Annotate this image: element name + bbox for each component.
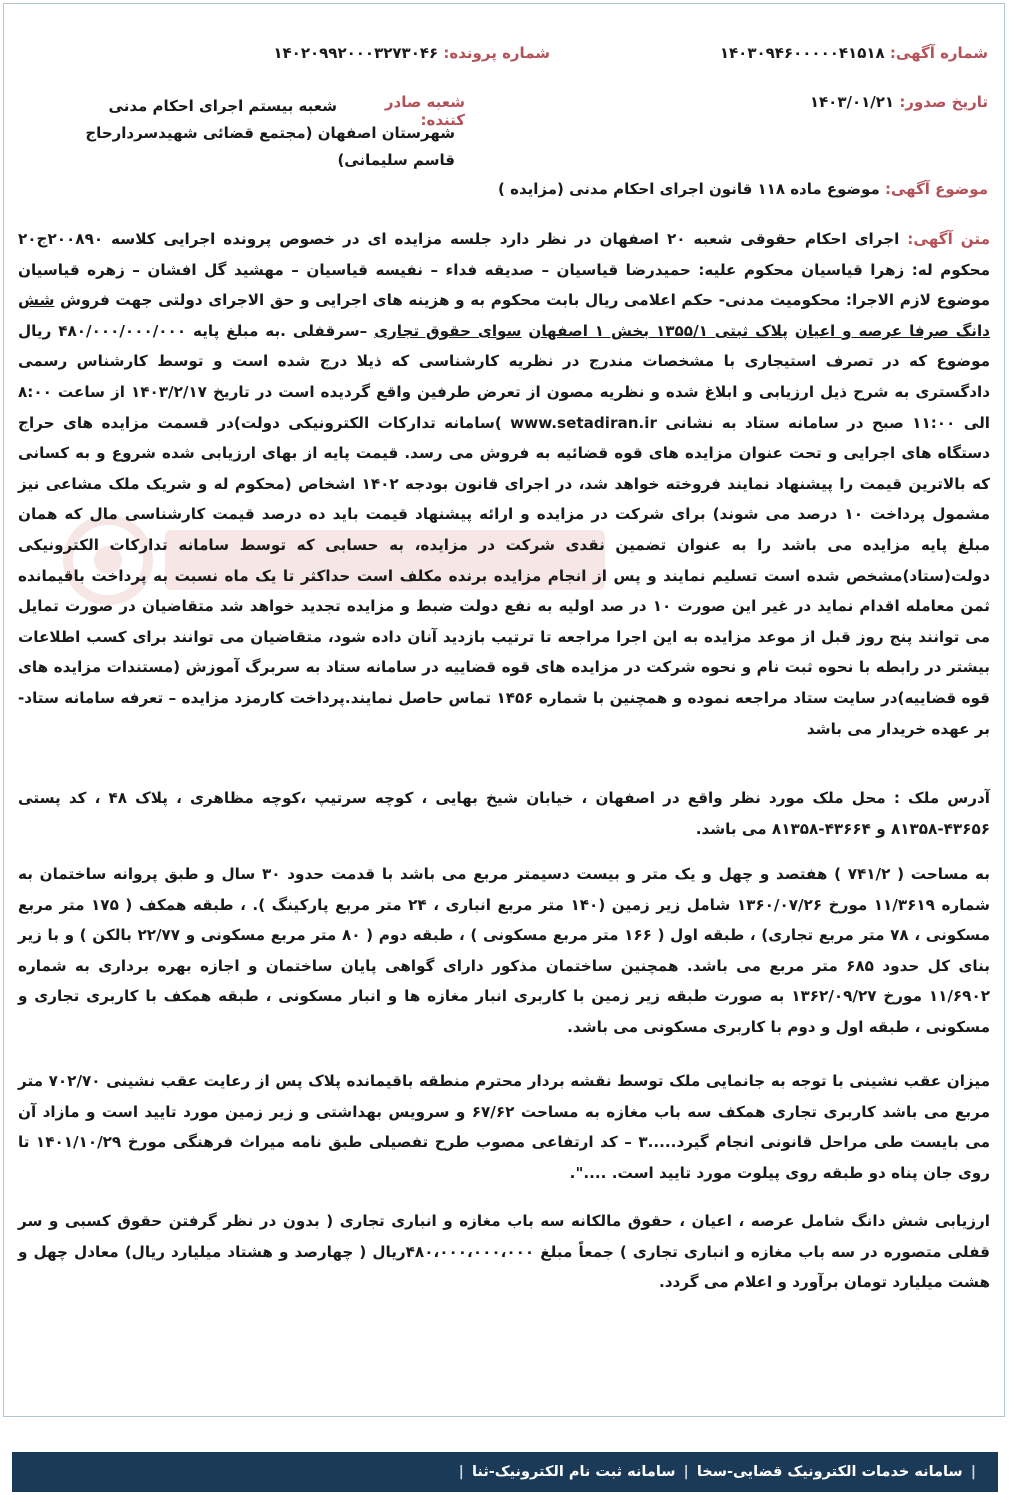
notice-text-part: [788, 322, 795, 340]
issue-date-label: تاریخ صدور:: [899, 93, 988, 111]
footer-separator: |: [970, 1464, 976, 1480]
ad-number-label: شماره آگهی:: [889, 44, 988, 62]
notice-body-main: [18, 224, 990, 744]
property-address: آدرس ملک : محل ملک مورد نظر واقع در اصفهان ، خیابان شیخ بهایی ، کوچه سرتیپ ،کوچه مظاهری ، پلاک ۴۸ ، کد پستی ۴۳۶۵۶-۸۱۳۵۸ و ۴۳۶۶۴-۸۱۳۵۸ می باشد.: [18, 789, 991, 838]
issue-date-value: ۱۴۰۳/۰۱/۲۱: [809, 93, 895, 111]
notice-text-underlined: پلاک ثبتی ۱۳۵۵/۱ بخش ۱ اصفهان: [528, 321, 788, 340]
notice-text-part: –سرقفلی .به مبلغ پایه ۴۸۰/۰۰۰/۰۰۰/۰۰۰ ریال موضوع که در تصرف استیجاری با مشخصات مندرج در نظریه کارشناسی که ذیلا درج شده است و توسط کارشناس رسمی دادگستری به شرح ذیل ارزیابی و ابلاغ شده و نظریه مصون از تعرض طرفین واقع گردیده است در تاریخ ۱۴۰۳/۲/۱۷ از ساعت ۸:۰۰ الی ۱۱:۰۰ صبح در سامانه ستاد به نشانی: [18, 321, 990, 432]
setadiran-link[interactable]: www.setadiran.ir: [510, 413, 657, 432]
issuer-label: شعبه صادر کننده:: [384, 93, 465, 129]
topic-value: موضوع ماده ۱۱۸ قانون اجرای احکام مدنی (مزایده ): [498, 180, 880, 198]
valuation-info: ارزیابی شش دانگ شامل عرصه ، اعیان ، حقوق مالکانه سه باب مغازه و انباری تجاری ( بدون در نظر گرفتن حقوق کسبی و سر قفلی متصوره در سه باب مغازه و انباری تجاری ) جمعاً مبلغ ۴۸۰،۰۰۰،۰۰۰،۰۰۰ریال ( چهارصد و هشتاد میلیارد ریال) معادل چهل و هشت میلیارد تومان برآورد و اعلام می گردد.: [18, 1212, 990, 1292]
setback-info: میزان عقب نشینی با توجه به جانمایی ملک توسط نقشه بردار محترم منطقه باقیمانده پلاک پس از رعایت عقب نشینی ۷۰۲/۷۰ متر مربع می باشد کاربری تجاری همکف سه باب مغازه به مساحت ۶۷/۶۲ و سرویس بهداشتی و زیر زمین مورد تایید است و مازاد آن می بایست طی مراحل قانونی انجام گیرد.....۳ – کد ارتفاعی مصوب طرح تفصیلی طبق نامه میراث فرهنگی مورخ ۱۴۰۱/۱۰/۲۹ تا روی جان پناه دو طبقه روی پیلوت مورد تایید است. ....".: [18, 1072, 990, 1182]
notice-text-underlined: شش دانگ صرفا عرصه و اعیان: [18, 291, 990, 340]
issue-date: [810, 93, 988, 111]
ad-number: [720, 44, 988, 62]
ad-number-value: ۱۴۰۳۰۹۴۶۰۰۰۰۰۴۱۵۱۸: [719, 44, 885, 62]
notice-text-label: متن آگهی:: [907, 230, 990, 248]
footer-link-sakha[interactable]: سامانه خدمات الکترونیک قضایی-سخا: [696, 1464, 963, 1480]
notice-text-underlined: سوای حقوق تجاری: [374, 321, 522, 340]
case-number: [273, 44, 550, 62]
footer-link-sana[interactable]: سامانه ثبت نام الکترونیک-ثنا: [471, 1464, 676, 1480]
notice-text-part: اجرای احکام حقوقی شعبه ۲۰ اصفهان در نظر دارد جلسه مزایده ای در خصوص پرونده اجرایی کلاسه ۲۰۰۸۹۰ج۲۰ محکوم له: زهرا قیاسیان محکوم علیه: حمیدرضا قیاسیان – صدیقه فداء – نفیسه قیاسیان – مهشید گل افشان – زهره قیاسیان موضوع لازم الاجرا: محکومیت مدنی- حکم اعلامی ریال بابت محکوم به و هزینه های اجرایی و حق الاجرای دولتی جهت فروش: [18, 230, 990, 310]
topic-label: موضوع آگهی:: [884, 180, 988, 198]
case-number-value: ۱۴۰۲۰۹۹۲۰۰۰۳۲۷۳۰۴۶: [273, 44, 439, 62]
issuer-value: شعبه بیستم اجرای احکام مدنی شهرستان اصفهان (مجتمع قضائی شهیدسردارحاج قاسم سلیمانی): [85, 97, 455, 169]
footer-separator: |: [458, 1464, 464, 1480]
footer-bar: [12, 1452, 998, 1492]
case-number-label: شماره پرونده:: [443, 44, 550, 62]
topic: [498, 180, 988, 198]
property-specs: به مساحت ( ۷۴۱/۲ ) هفتصد و چهل و یک متر و بیست دسیمتر مربع می باشد با قدمت حدود ۳۰ سال و طبق پروانه ساختمان به شماره ۱۱/۳۶۱۹ مورخ ۱۳۶۰/۰۷/۲۶ شامل زیر زمین (۱۴۰ متر مربع انباری ، ۲۴ متر مربع پارکینگ ). ، طبقه همکف ( ۱۷۵ متر مربع مسکونی ، ۷۸ متر مربع تجاری) ، طبقه اول ( ۱۶۶ متر مربع مسکونی ) ، طبقه دوم ( ۸۰ متر مربع مسکونی و ۲۲/۷۷ بالکن ) و با زیر بنای کل حدود ۶۸۵ متر مربع می باشد. همچنین ساختمان مذکور دارای گواهی پایان ساختمان و اجازه بهره برداری به شماره ۱۱/۶۹۰۲ مورخ ۱۳۶۲/۰۹/۲۷ به صورت طبقه زیر زمین با کاربری انبار مغازه ها و انبار مسکونی ، طبقه همکف با کاربری تجاری و مسکونی ، طبقه اول و دوم با کاربری مسکونی می باشد.: [18, 865, 991, 1036]
notice-text-part: )سامانه تدارکات الکترونیکی دولت)در قسمت مزایده های حراج دستگاه های اجرایی و تحت عنوان مزایده های قوه قضائیه به فروش می رسد. قیمت پایه از بهای ارزیابی شده شروع و به کسانی که بالاترین قیمت را پیشنهاد نمایند فروخته خواهد شد، در اجرای قانون بودجه ۱۴۰۲ اشخاص (محکوم له و شریک ملک مشاعی نیز مشمول پرداخت ۱۰ درصد می شوند) برای شرکت در مزایده و ارائه پیشنهاد قیمت باید ده درصد قیمت کارشناسی مال که همان مبلغ پایه مزایده می باشد را به عنوان تضمین نقدی شرکت در مزایده، به حسابی که توسط سامانه تدارکات الکترونیکی دولت(ستاد)مشخص شده است تسلیم نمایند و پس از انجام مزایده برنده مکلف است حداکثر تا یک ماه نسبت به پرداخت باقیمانده ثمن معامله اقدام نماید در غیر این صورت ۱۰ در صد اولیه به نفع دولت ضبط و مزایده تجدید خواهد شد متقاضیان در صورت تمایل می توانند پنج روز قبل از موعد مزایده به این اجرا مراجعه تا ترتیب بازدید آنان داده شود، متقاضیان می توانند برای کسب اطلاعات بیشتر در رابطه با نحوه ثبت نام و نحوه شرکت در مزایده های قوه قضاییه در سامانه ستاد به سربرگ آموزش (مستندات مزایده های قوه قضاییه)در سایت ستاد مراجعه نموده و همچنین با شماره ۱۴۵۶ تماس حاصل نمایند.پرداخت کارمزد مزایده – تعرفه سامانه ستاد- بر عهده خریدار می باشد: [18, 413, 990, 738]
footer-separator: |: [683, 1464, 689, 1480]
